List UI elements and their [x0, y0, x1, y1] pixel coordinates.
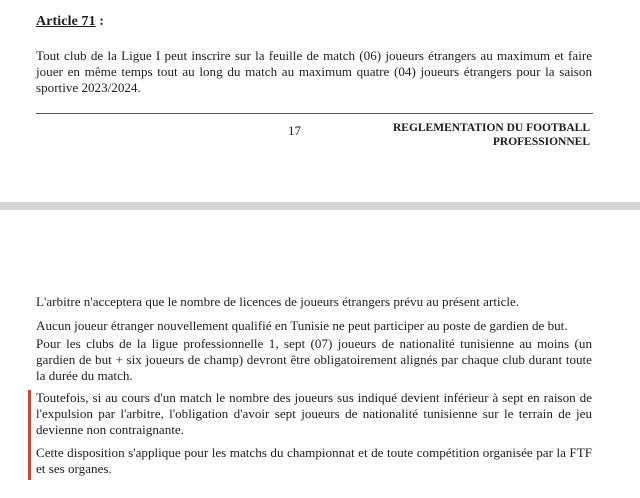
- footer-divider: [36, 113, 593, 114]
- highlight-marker: [28, 390, 31, 480]
- page-gap: [0, 202, 640, 210]
- footer-title-line-1: REGLEMENTATION DU FOOTBALL: [392, 122, 590, 134]
- paragraph-scope: Cette disposition s'applique pour les matchs du championnat et de toute compétition organisée par la FTF et ses organes.: [36, 445, 592, 476]
- paragraph-expulsion-exception: Toutefois, si au cours d'un match le nombre des joueurs sus indiqué devient inférieur à sept en raison de l'expulsion par l'arbitre, l'obligation d'avoir sept joueurs de nationalité tunisienne sur le terrain de jeu devienne non contraignante.: [36, 390, 592, 437]
- paragraph-licences: L'arbitre n'acceptera que le nombre de licences de joueurs étrangers prévu au présent article.: [36, 294, 520, 309]
- paragraph-goalkeeper: Aucun joueur étranger nouvellement qualifié en Tunisie ne peut participer au poste de gardien de but.: [36, 318, 568, 333]
- footer-title-line-2: PROFESSIONNEL: [492, 136, 590, 148]
- article-label-suffix: :: [95, 14, 105, 29]
- page-number: 17: [288, 123, 301, 138]
- document-page-top: [0, 0, 640, 202]
- paragraph-tunisian-players: Pour les clubs de la ligue professionnelle 1, sept (07) joueurs de nationalité tunisienne au moins (un gardien de but + six joueurs de champ) devront être obligatoirement alignés par chaque club durant toute la durée du match.: [36, 336, 592, 383]
- article-label: Article 71: [36, 14, 96, 29]
- article-paragraph: Tout club de la Ligue I peut inscrire sur la feuille de match (06) joueurs étrangers au maximum et faire jouer en même temps tout au long du match au maximum quatre (04) joueurs étrangers pour la saison sportive 2023/2024.: [36, 48, 592, 95]
- footer-title: [330, 121, 590, 149]
- document-page-bottom: [0, 210, 640, 498]
- article-heading: [36, 14, 104, 30]
